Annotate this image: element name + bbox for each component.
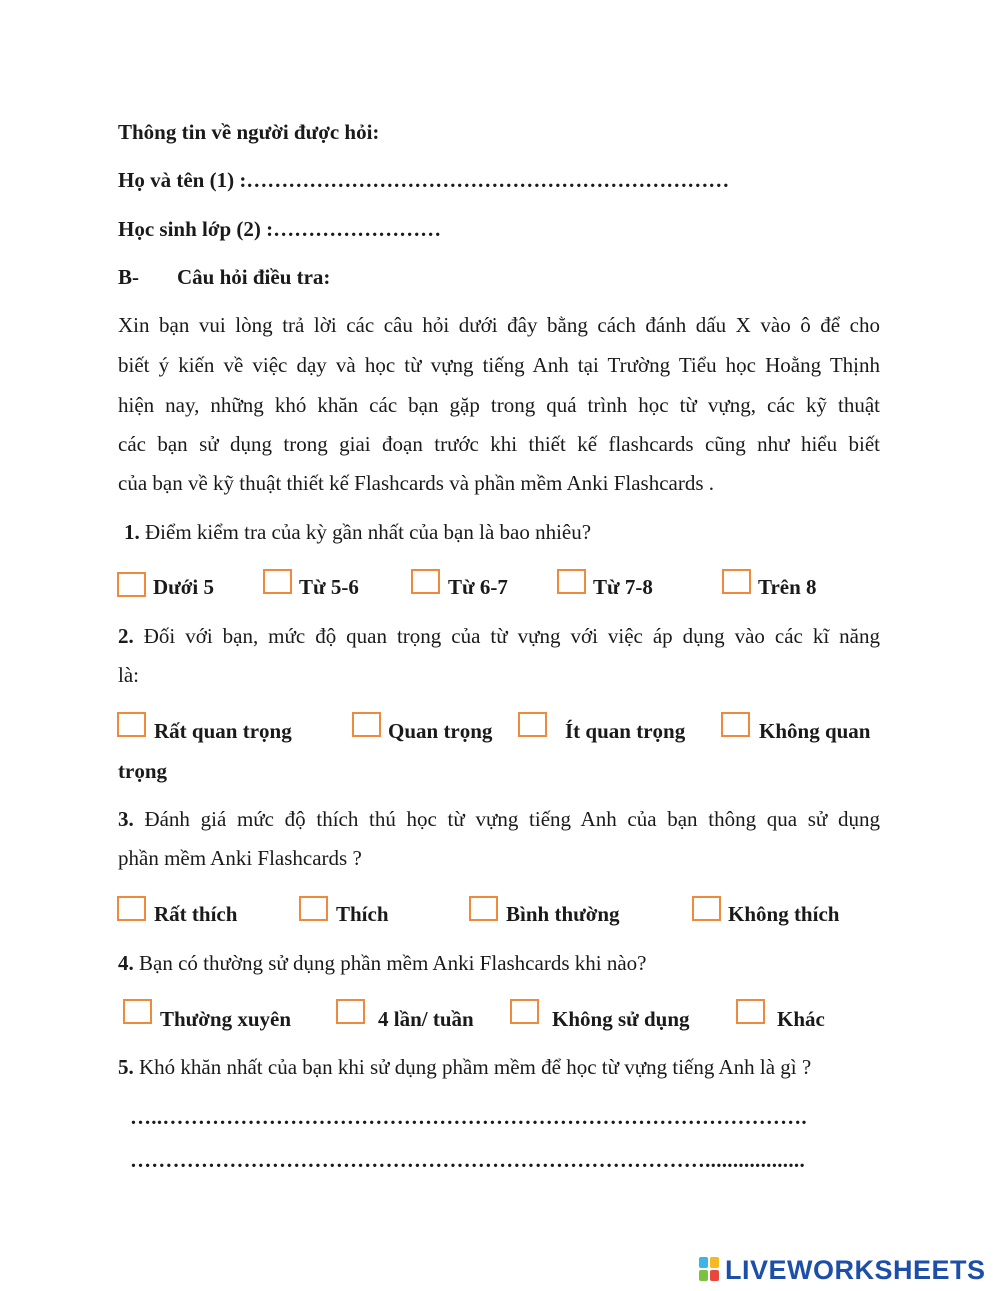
- question-4: [118, 951, 646, 975]
- q4-option-3: Không sử dụng: [552, 1007, 690, 1031]
- q1-checkbox-4[interactable]: [557, 569, 586, 594]
- q1-checkbox-2[interactable]: [263, 569, 292, 594]
- question-3: [118, 807, 880, 831]
- section-title: Câu hỏi điều tra:: [177, 265, 331, 289]
- q1-checkbox-1[interactable]: [117, 572, 146, 597]
- q2-option-3: Ít quan trọng: [565, 719, 686, 743]
- intro-line-1: Xin bạn vui lòng trả lời các câu hỏi dưới đây bằng cách đánh dấu X vào ô để cho: [118, 313, 880, 337]
- q3-option-2: Thích: [336, 902, 389, 926]
- question-5: [118, 1055, 811, 1079]
- intro-line-4: các bạn sử dụng trong giai đoạn trước khi thiết kế flashcards cũng như hiểu biết: [118, 432, 880, 456]
- q1-checkbox-3[interactable]: [411, 569, 440, 594]
- question-5-text: Khó khăn nhất của bạn khi sử dụng phầm mềm để học từ vựng tiếng Anh là gì ?: [139, 1055, 812, 1079]
- q2-option-4: Không quan: [759, 719, 871, 743]
- q4-checkbox-1[interactable]: [123, 999, 152, 1024]
- q3-checkbox-2[interactable]: [299, 896, 328, 921]
- question-3-text: Đánh giá mức độ thích thú học từ vựng tiếng Anh của bạn thông qua sử dụng: [144, 807, 880, 831]
- q4-checkbox-2[interactable]: [336, 999, 365, 1024]
- intro-line-3: hiện nay, những khó khăn các bạn gặp trong quá trình học từ vựng, các kỹ thuật: [118, 393, 880, 417]
- q2-checkbox-3[interactable]: [518, 712, 547, 737]
- question-2: [118, 624, 880, 648]
- q1-option-5: Trên 8: [758, 575, 817, 599]
- q1-checkbox-5[interactable]: [722, 569, 751, 594]
- question-1: [124, 520, 591, 544]
- q1-option-3: Từ 6-7: [448, 575, 508, 599]
- q3-option-3: Bình thường: [506, 902, 620, 926]
- intro-line-2: biết ý kiến về việc dạy và học từ vựng tiếng Anh tại Trường Tiểu học Hoằng Thịnh: [118, 353, 880, 377]
- q3-checkbox-3[interactable]: [469, 896, 498, 921]
- q5-answer-line-1[interactable]: …..……………………………………………………………………………….: [130, 1105, 807, 1129]
- respondent-heading: Thông tin về người được hỏi:: [118, 120, 380, 144]
- liveworksheets-logo: [699, 1255, 986, 1285]
- question-1-number: 1.: [124, 520, 140, 544]
- q1-option-2: Từ 5-6: [299, 575, 359, 599]
- question-4-number: 4.: [118, 951, 134, 975]
- q1-option-4: Từ 7-8: [593, 575, 653, 599]
- logo-text: LIVEWORKSHEETS: [725, 1255, 986, 1285]
- q2-option-4-wrap: trọng: [118, 759, 167, 783]
- class-field-line: Học sinh lớp (2) :……………………: [118, 217, 442, 241]
- logo-mark-icon: [699, 1257, 721, 1283]
- q4-option-4: Khác: [777, 1007, 825, 1031]
- question-2-text-cont: là:: [118, 663, 139, 687]
- q1-option-1: Dưới 5: [153, 575, 214, 599]
- q3-checkbox-4[interactable]: [692, 896, 721, 921]
- question-2-number: 2.: [118, 624, 134, 648]
- question-5-number: 5.: [118, 1055, 134, 1079]
- section-marker: B-: [118, 265, 139, 289]
- q5-answer-line-2[interactable]: ………………………………………………………………………..................: [130, 1148, 805, 1172]
- question-2-text: Đối với bạn, mức độ quan trọng của từ vựng với việc áp dụng vào các kĩ năng: [143, 624, 880, 648]
- q2-option-1: Rất quan trọng: [154, 719, 292, 743]
- q4-checkbox-3[interactable]: [510, 999, 539, 1024]
- name-field-line: Họ và tên (1) :……………………………………………………………: [118, 168, 730, 192]
- question-3-text-cont: phần mềm Anki Flashcards ?: [118, 846, 362, 870]
- q2-checkbox-4[interactable]: [721, 712, 750, 737]
- q4-option-1: Thường xuyên: [160, 1007, 292, 1031]
- question-4-text: Bạn có thường sử dụng phần mềm Anki Flashcards khi nào?: [139, 951, 647, 975]
- question-1-text: Điểm kiểm tra của kỳ gần nhất của bạn là bao nhiêu?: [145, 520, 592, 544]
- q4-option-2: 4 lần/ tuần: [378, 1007, 474, 1031]
- q4-checkbox-4[interactable]: [736, 999, 765, 1024]
- q2-checkbox-2[interactable]: [352, 712, 381, 737]
- q2-option-2: Quan trọng: [388, 719, 493, 743]
- q3-option-1: Rất thích: [154, 902, 238, 926]
- q3-option-4: Không thích: [728, 902, 840, 926]
- intro-line-5: của bạn về kỹ thuật thiết kế Flashcards và phần mềm Anki Flashcards .: [118, 471, 715, 495]
- q3-checkbox-1[interactable]: [117, 896, 146, 921]
- question-3-number: 3.: [118, 807, 134, 831]
- q2-checkbox-1[interactable]: [117, 712, 146, 737]
